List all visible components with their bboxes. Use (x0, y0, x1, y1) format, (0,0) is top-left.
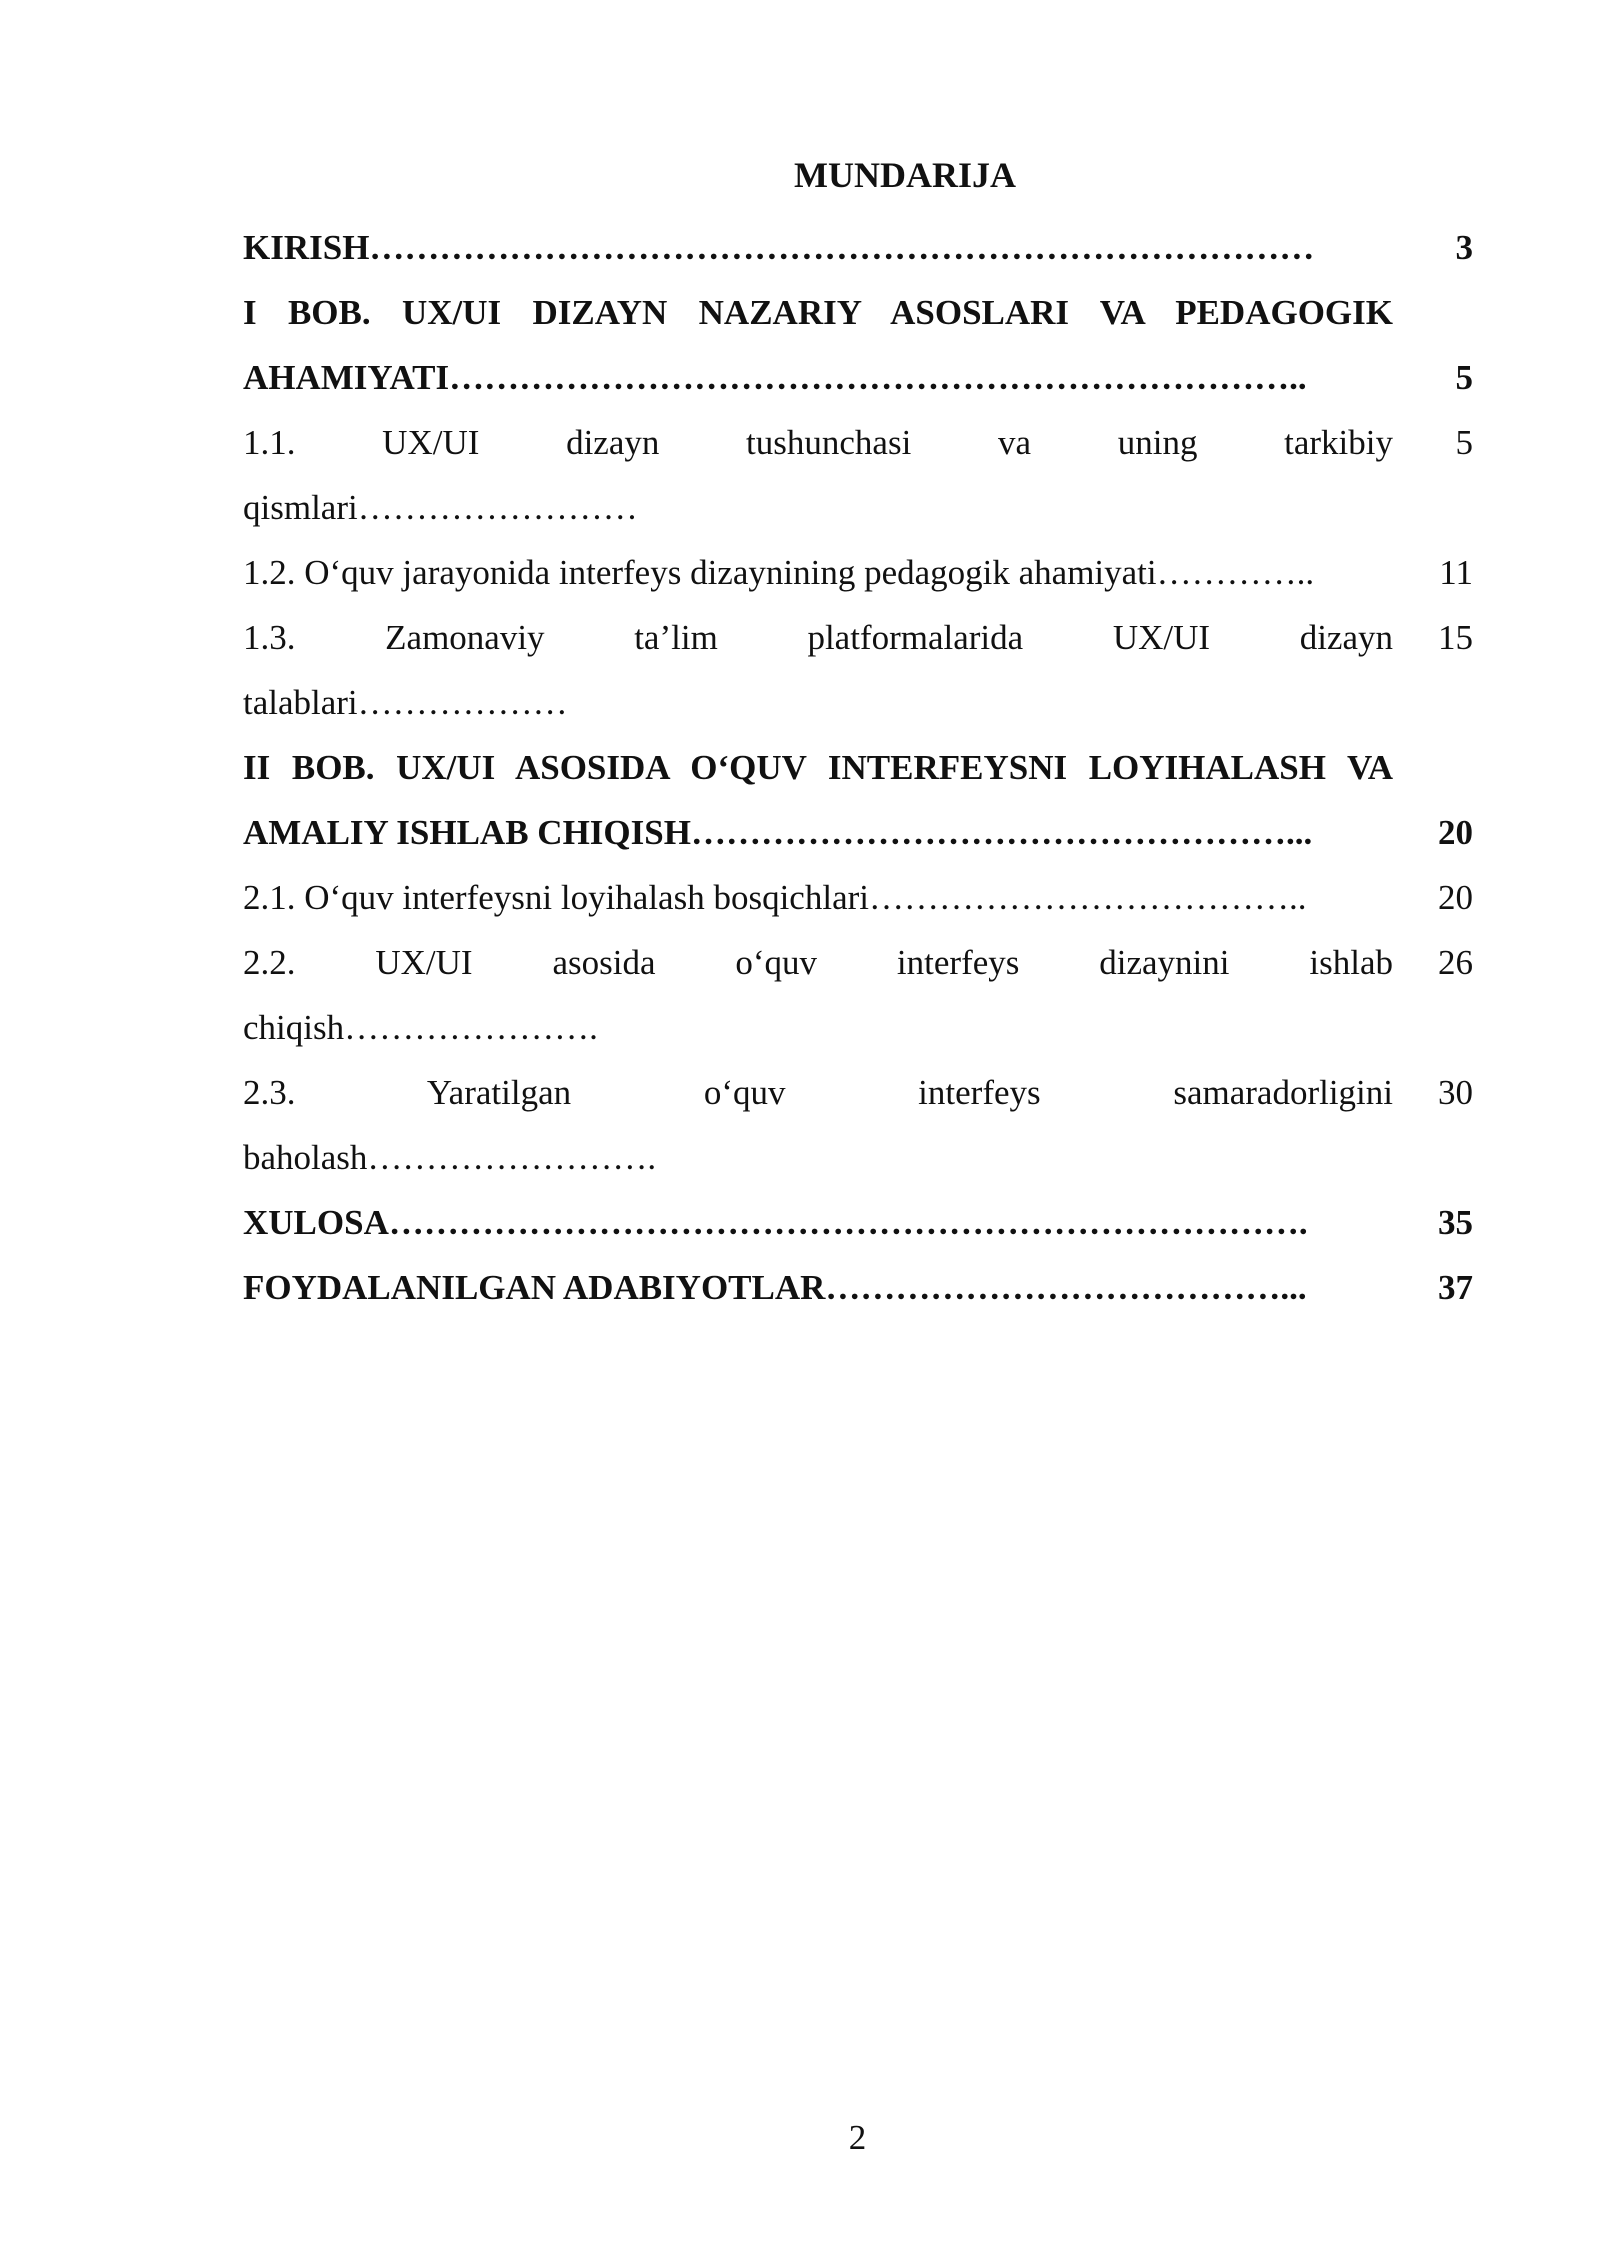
toc-entry-line: AHAMIYATI……………………………………………………………….. (243, 358, 1307, 397)
page-title: MUNDARIJA (794, 155, 1016, 195)
toc-entry-text (243, 735, 1393, 865)
toc-entry-line: 2.1. O‘quv interfeysni loyihalash bosqichlari……………………………….. (243, 878, 1307, 917)
toc-entry-line: II BOB. UX/UI ASOSIDA O‘QUV INTERFEYSNI LOYIHALASH VA (243, 748, 1393, 787)
toc-entry-line: baholash……………………. (243, 1138, 657, 1177)
toc-entry (243, 215, 1473, 280)
toc-entry-text (243, 540, 1393, 605)
toc-page-number: 5 (1455, 358, 1473, 397)
toc-entry (243, 865, 1473, 930)
toc-entry-text (243, 215, 1393, 280)
toc-page-number: 30 (1438, 1073, 1473, 1112)
toc-entry (243, 1190, 1473, 1255)
toc-page-number: 26 (1438, 943, 1473, 982)
toc-entry-text (243, 1255, 1393, 1320)
toc-entry-text (243, 930, 1393, 1060)
footer-page-number: 2 (848, 2118, 867, 2157)
toc-page-number: 15 (1438, 618, 1473, 657)
toc-page-number: 20 (1438, 813, 1473, 852)
toc-entry-line: I BOB. UX/UI DIZAYN NAZARIY ASOSLARI VA PEDAGOGIK (243, 293, 1393, 332)
toc-entry-line: qismlari…………………… (243, 488, 638, 527)
toc-entry-text (243, 605, 1393, 735)
toc-entry-text (243, 410, 1393, 540)
toc-entry-text (243, 280, 1393, 410)
toc-entry (243, 540, 1473, 605)
toc-page-number: 11 (1439, 553, 1473, 592)
toc-entry-text (243, 1190, 1393, 1255)
toc-entry (243, 930, 1473, 1060)
toc-entry-line: 2.3. Yaratilgan o‘quv interfeys samaradorligini (243, 1073, 1393, 1112)
toc-page-number: 5 (1455, 423, 1473, 462)
toc-page-number: 20 (1438, 878, 1473, 917)
toc-entry-text (243, 1060, 1393, 1190)
toc-entry-line: FOYDALANILGAN ADABIYOTLAR…………………………………... (243, 1268, 1307, 1307)
toc-entry (243, 1060, 1473, 1190)
toc-page-number: 37 (1438, 1268, 1473, 1307)
toc-entry-line: XULOSA……………………………………………………………………. (243, 1203, 1308, 1242)
toc-entry-line: talablari……………… (243, 683, 568, 722)
toc-entry (243, 410, 1473, 540)
toc-entry (243, 605, 1473, 735)
table-of-contents (243, 215, 1473, 1320)
toc-entry-text (243, 865, 1393, 930)
toc-entry-line: 2.2. UX/UI asosida o‘quv interfeys dizaynini ishlab (243, 943, 1393, 982)
toc-entry-line: chiqish…………………. (243, 1008, 598, 1047)
toc-entry (243, 1255, 1473, 1320)
toc-page-number: 35 (1438, 1203, 1473, 1242)
toc-entry (243, 280, 1473, 410)
toc-page-number: 3 (1455, 228, 1473, 267)
toc-entry-line: 1.3. Zamonaviy ta’lim platformalarida UX/UI dizayn (243, 618, 1393, 657)
toc-entry-line: KIRISH……………………………………………………………………… (243, 228, 1315, 267)
toc-entry-line: 1.2. O‘quv jarayonida interfeys dizaynining pedagogik ahamiyati………….. (243, 553, 1315, 592)
toc-entry-line: AMALIY ISHLAB CHIQISH……………………………………………... (243, 813, 1313, 852)
toc-entry (243, 735, 1473, 865)
toc-entry-line: 1.1. UX/UI dizayn tushunchasi va uning tarkibiy (243, 423, 1393, 462)
